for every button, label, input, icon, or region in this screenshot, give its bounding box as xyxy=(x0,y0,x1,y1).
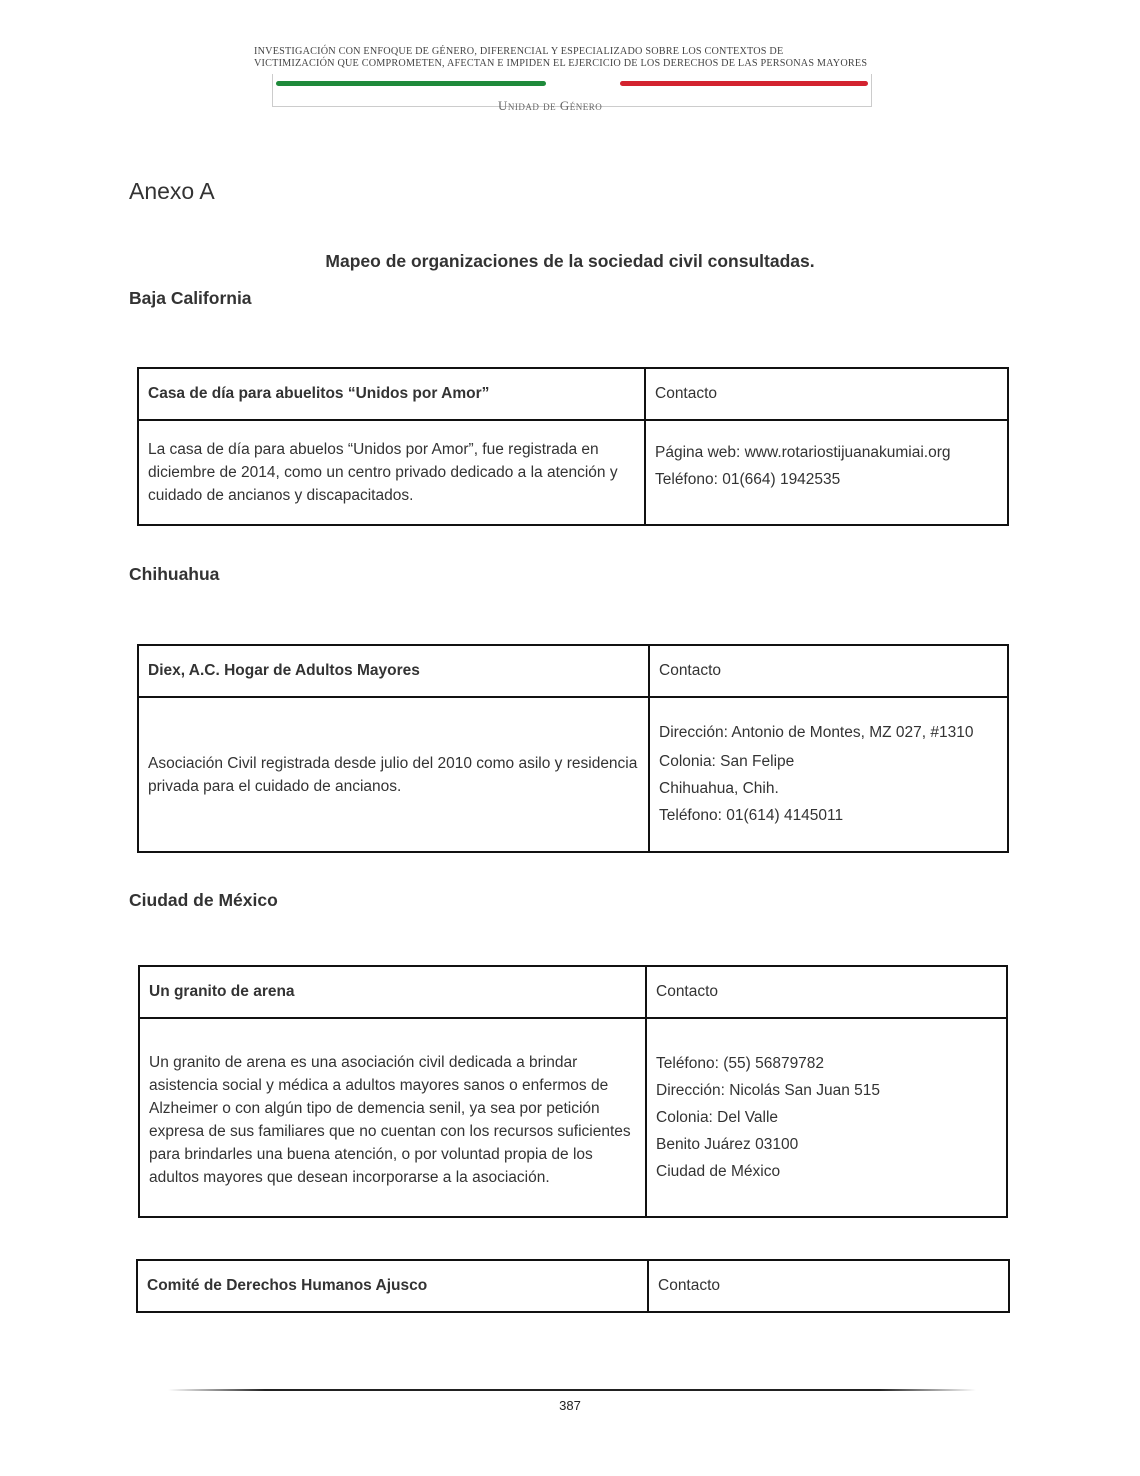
contact-phone: Teléfono: 01(614) 4145011 xyxy=(659,806,844,824)
contact-address: Dirección: Nicolás San Juan 515 xyxy=(656,1082,881,1099)
annex-title: Anexo A xyxy=(129,178,215,204)
org-table-unidos-por-amor xyxy=(137,367,1009,526)
footer-divider xyxy=(168,1389,976,1391)
org-table-un-granito-de-arena xyxy=(138,965,1008,1218)
org-table-diex xyxy=(137,644,1009,853)
contact-city: Chihuahua, Chih. xyxy=(659,779,779,797)
contact-website: Página web: www.rotariostijuanakumiai.org xyxy=(655,443,951,461)
org-table-comite-ajusco xyxy=(136,1259,1010,1313)
contact-phone: Teléfono: (55) 56879782 xyxy=(656,1055,825,1072)
region-heading-ciudad-de-mexico: Ciudad de México xyxy=(129,890,278,910)
region-heading-baja-california: Baja California xyxy=(129,288,252,308)
header-title-line-1: INVESTIGACIÓN CON ENFOQUE DE GÉNERO, DIFERENCIAL Y ESPECIALIZADO SOBRE LOS CONTEXTOS DE xyxy=(254,46,784,57)
org-contact xyxy=(649,697,1008,852)
mapping-title: Mapeo de organizaciones de la sociedad civil consultadas. xyxy=(325,251,815,271)
org-description: La casa de día para abuelos “Unidos por Amor”, fue registrada en diciembre de 2014, como un centro privado dedicado a la atención y cuidado de ancianos y discapacitados. xyxy=(138,420,645,525)
contact-colonia: Colonia: San Felipe xyxy=(659,752,795,770)
org-description: Asociación Civil registrada desde julio del 2010 como asilo y residencia privada para el cuidado de ancianos. xyxy=(138,697,649,852)
contact-colonia: Colonia: Del Valle xyxy=(656,1109,779,1126)
org-description: Un granito de arena es una asociación civil dedicada a brindar asistencia social y médica a adultos mayores sanos o enfermos de Alzheimer o con algún tipo de demencia senil, ya sea por petición expresa de sus familiares que no cuentan con los recursos suficientes para brindarles una buena atención, o por voluntad propia de los adultos mayores que desean incorporarse a la asociación. xyxy=(139,1018,646,1217)
contact-address: Dirección: Antonio de Montes, MZ 027, #1310 xyxy=(659,723,974,741)
header-title-line-2: VICTIMIZACIÓN QUE COMPROMETEN, AFECTAN E IMPIDEN EL EJERCICIO DE LOS DERECHOS DE LAS PERSONAS MAYORES xyxy=(254,58,868,69)
contact-header: Contacto xyxy=(649,645,1008,697)
contact-municipality: Benito Juárez 03100 xyxy=(656,1136,799,1153)
flag-green-stripe xyxy=(276,81,546,86)
contact-header: Contacto xyxy=(645,368,1008,420)
org-contact xyxy=(646,1018,1007,1217)
contact-header: Contacto xyxy=(648,1260,1009,1312)
page-number: 387 xyxy=(559,1398,581,1413)
org-name: Casa de día para abuelitos “Unidos por Amor” xyxy=(138,368,645,420)
document-header xyxy=(252,44,892,116)
contact-phone: Teléfono: 01(664) 1942535 xyxy=(655,470,841,488)
flag-red-stripe xyxy=(620,81,868,86)
org-name: Un granito de arena xyxy=(139,966,646,1018)
contact-city: Ciudad de México xyxy=(656,1163,781,1180)
contact-header: Contacto xyxy=(646,966,1007,1018)
org-name: Comité de Derechos Humanos Ajusco xyxy=(137,1260,648,1312)
org-name: Diex, A.C. Hogar de Adultos Mayores xyxy=(138,645,649,697)
region-heading-chihuahua: Chihuahua xyxy=(129,564,220,584)
org-contact xyxy=(645,420,1008,525)
unit-label: Unidad de Género xyxy=(498,98,603,113)
